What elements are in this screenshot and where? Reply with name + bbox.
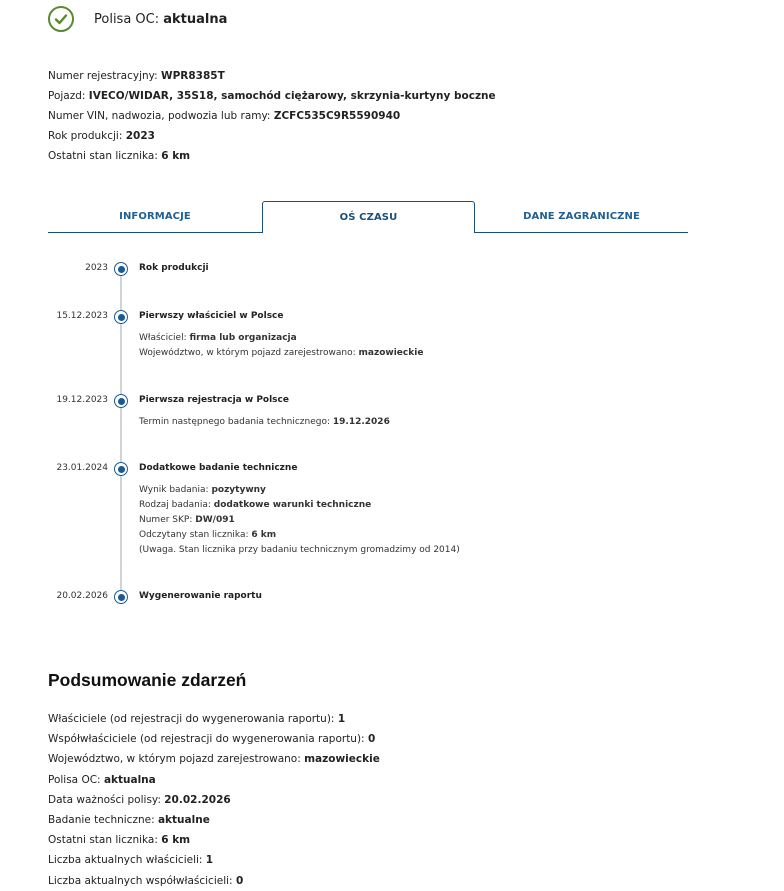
value: ZCFC535C9R5590940 <box>273 110 401 122</box>
label: Polisa OC: <box>48 773 101 786</box>
summary-row <box>48 790 380 810</box>
timeline-detail <box>139 513 460 528</box>
summary-row <box>48 810 380 830</box>
value: pozytywny <box>211 485 266 495</box>
label: Badanie techniczne: <box>48 814 155 827</box>
label: Termin następnego badania technicznego: <box>139 417 331 427</box>
timeline-details <box>139 331 423 361</box>
summary-title: Podsumowanie zdarzeń <box>48 670 247 690</box>
label: Współwłaściciele (od rejestracji do wygenerowania raportu): <box>48 733 365 746</box>
label: Odczytany stan licznika: <box>139 530 249 540</box>
timeline-dot-icon <box>114 462 128 476</box>
label: Ostatni stan licznika: <box>48 150 158 162</box>
timeline-details <box>139 483 460 558</box>
value: IVECO/WIDAR, 35S18, samochód ciężarowy, skrzynia-kurtyny boczne <box>88 90 496 102</box>
vehicle-row-year <box>48 126 496 146</box>
insurance-status <box>48 6 227 32</box>
timeline-date: 2023 <box>85 263 108 273</box>
value: aktualna <box>103 773 156 786</box>
summary-rows <box>48 709 380 891</box>
timeline-title: Rok produkcji <box>139 263 209 273</box>
summary-row <box>48 830 380 850</box>
summary-row <box>48 709 380 729</box>
timeline-date: 23.01.2024 <box>56 463 108 473</box>
summary-row <box>48 871 380 891</box>
timeline-dot-icon <box>114 394 128 408</box>
timeline-detail <box>139 528 460 543</box>
label: Data ważności polisy: <box>48 793 161 806</box>
timeline-note <box>139 543 460 558</box>
summary-row <box>48 729 380 749</box>
check-circle-icon <box>48 6 74 32</box>
value: 20.02.2026 <box>164 793 231 806</box>
label: Rodzaj badania: <box>139 500 211 510</box>
value: aktualne <box>157 814 210 827</box>
value: 0 <box>367 733 376 746</box>
label: Numer rejestracyjny: <box>48 70 158 82</box>
vehicle-row-odometer <box>48 146 496 166</box>
timeline-date: 19.12.2023 <box>56 395 108 405</box>
summary-row <box>48 850 380 870</box>
timeline-date: 20.02.2026 <box>56 591 108 601</box>
events-summary <box>48 670 380 891</box>
label: Numer SKP: <box>139 515 193 525</box>
value: 1 <box>205 854 214 867</box>
tab-informacje[interactable]: INFORMACJE <box>119 211 191 222</box>
value: 19.12.2026 <box>332 417 390 427</box>
timeline-detail <box>139 415 390 430</box>
timeline-title: Pierwsza rejestracja w Polsce <box>139 395 289 405</box>
vehicle-row-vin <box>48 106 496 126</box>
value: 6 km <box>161 150 191 162</box>
value: 6 km <box>251 530 277 540</box>
timeline-detail <box>139 331 423 346</box>
value: dodatkowe warunki techniczne <box>213 500 372 510</box>
timeline-details <box>139 415 390 430</box>
timeline-dot-icon <box>114 262 128 276</box>
label: Ostatni stan licznika: <box>48 834 158 847</box>
timeline-title: Wygenerowanie raportu <box>139 591 262 601</box>
timeline-detail <box>139 346 423 361</box>
insurance-status-text <box>94 12 227 27</box>
label: Numer VIN, nadwozia, podwozia lub ramy: <box>48 110 271 122</box>
status-label: Polisa OC: <box>94 11 160 27</box>
timeline-dot-icon <box>114 310 128 324</box>
summary-row <box>48 749 380 769</box>
value: 0 <box>235 874 244 887</box>
vehicle-info <box>48 66 496 166</box>
value: 2023 <box>125 130 155 142</box>
tab-bar <box>48 201 688 233</box>
timeline-dot-icon <box>114 590 128 604</box>
tab-os-czasu[interactable]: OŚ CZASU <box>262 201 475 233</box>
timeline-detail <box>139 498 460 513</box>
label: Właściciel: <box>139 333 187 343</box>
timeline-date: 15.12.2023 <box>56 311 108 321</box>
value: mazowieckie <box>358 348 424 358</box>
value: 6 km <box>161 834 191 847</box>
timeline-title: Dodatkowe badanie techniczne <box>139 463 298 473</box>
label: Liczba aktualnych współwłaścicieli: <box>48 874 233 887</box>
label: Właściciele (od rejestracji do wygenerowania raportu): <box>48 713 335 725</box>
value: firma lub organizacja <box>189 333 297 343</box>
label: Rok produkcji: <box>48 130 123 142</box>
label: (Uwaga. Stan licznika przy badaniu technicznym gromadzimy od 2014) <box>139 545 460 555</box>
value: WPR8385T <box>161 70 225 82</box>
label: Województwo, w którym pojazd zarejestrowano: <box>139 348 356 358</box>
summary-row <box>48 770 380 790</box>
status-value: aktualna <box>163 11 228 27</box>
vehicle-row-model <box>48 86 496 106</box>
label: Liczba aktualnych właścicieli: <box>48 854 203 867</box>
label: Wynik badania: <box>139 485 209 495</box>
tab-dane-zagraniczne[interactable]: DANE ZAGRANICZNE <box>523 211 640 222</box>
label: Pojazd: <box>48 90 86 102</box>
timeline-detail <box>139 483 460 498</box>
value: mazowieckie <box>304 753 380 766</box>
timeline-title: Pierwszy właściciel w Polsce <box>139 311 284 321</box>
value: DW/091 <box>195 515 235 525</box>
vehicle-row-registration <box>48 66 496 86</box>
value: 1 <box>337 713 346 725</box>
label: Województwo, w którym pojazd zarejestrowano: <box>48 753 301 766</box>
